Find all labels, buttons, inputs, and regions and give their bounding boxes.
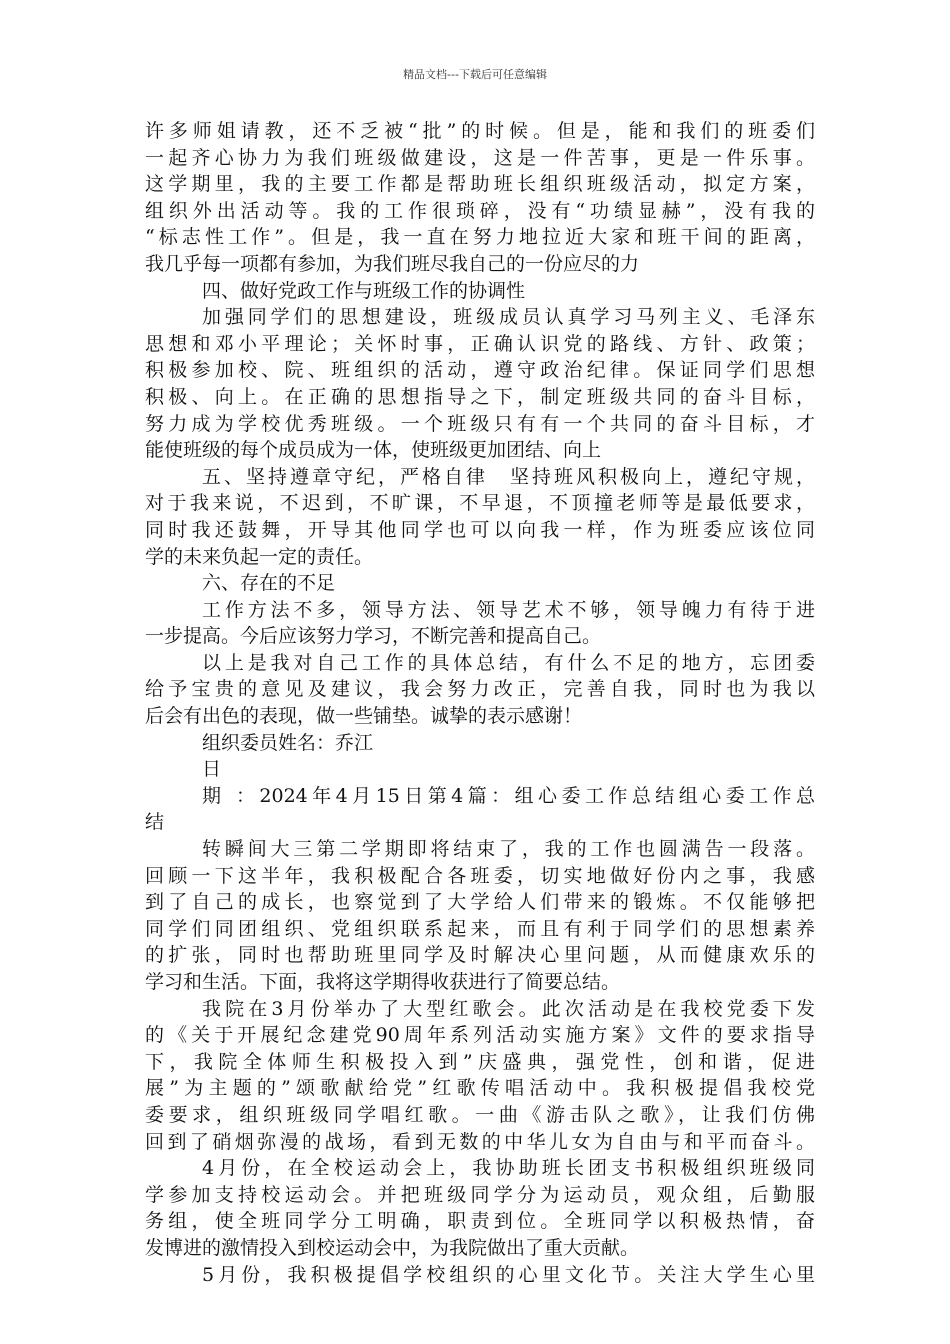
text-line: 这学期里，我的主要工作都是帮助班长组织班级活动，拟定方案， bbox=[145, 173, 815, 196]
text-line: 四、做好党政工作与班级工作的协调性 bbox=[202, 279, 526, 302]
text-line: 一步提高。今后应该努力学习，不断完善和提高自己。 bbox=[145, 625, 602, 648]
text-line: 的扩张，同时也帮助班里同学及时解决心里问题，从而健康欢乐的 bbox=[145, 944, 815, 967]
text-line: 我院在3月份举办了大型红歌会。此次活动是在我校党委下发 bbox=[202, 997, 815, 1020]
text-line: 同时我还鼓舞，开导其他同学也可以向我一样，作为班委应该位同 bbox=[145, 518, 815, 541]
text-line: 到了自己的成长，也察觉到了大学给人们带来的锻炼。不仅能够把 bbox=[145, 891, 815, 914]
text-line: 学的未来负起一定的责任。 bbox=[145, 545, 374, 568]
text-line: 回到了硝烟弥漫的战场，看到无数的中华儿女为自由与和平而奋斗。 bbox=[145, 1130, 815, 1153]
text-line: 六、存在的不足 bbox=[202, 572, 336, 595]
text-line: 许多师姐请教，还不乏被“批”的时候。但是，能和我们的班委们 bbox=[145, 120, 815, 142]
text-line: 委要求，组织班级同学唱红歌。一曲《游击队之歌》，让我们仿佛 bbox=[145, 1103, 815, 1126]
text-line: 五、坚持遵章守纪，严格自律 坚持班风积极向上，遵纪守规， bbox=[202, 465, 815, 488]
text-line: 务组，使全班同学分工明确，职责到位。全班同学以积极热情，奋 bbox=[145, 1210, 815, 1233]
text-line: 的《关于开展纪念建党90周年系列活动实施方案》文件的要求指导 bbox=[145, 1024, 815, 1047]
text-line: 能使班级的每个成员成为一体，使班级更加团结、向上 bbox=[145, 439, 602, 462]
text-line: 展”为主题的”颂歌献给党”红歌传唱活动中。我积极提倡我校党 bbox=[145, 1077, 815, 1100]
text-line: 积极参加校、院、班组织的活动，遵守政治纪律。保证同学们思想 bbox=[145, 359, 815, 382]
text-line: 学习和生活。下面，我将这学期得收获进行了简要总结。 bbox=[145, 971, 621, 993]
text-line: 5月份，我积极提倡学校组织的心里文化节。关注大学生心里 bbox=[202, 1263, 815, 1286]
text-line: 对于我来说，不迟到，不旷课，不早退，不顶撞老师等是最低要求， bbox=[145, 492, 815, 515]
text-line: 积极、向上。在正确的思想指导之下，制定班级共同的奋斗目标， bbox=[145, 385, 815, 408]
text-line: 一起齐心协力为我们班级做建设，这是一件苦事，更是一件乐事。 bbox=[145, 146, 815, 169]
text-line: 给予宝贵的意见及建议，我会努力改正，完善自我，同时也为我以 bbox=[145, 678, 815, 701]
text-line: 同学们同团组织、党组织联系起来，而且有利于同学们的思想素养 bbox=[145, 917, 815, 940]
text-line: 思想和邓小平理论；关怀时事，正确认识党的路线、方针、政策； bbox=[145, 332, 815, 355]
text-line: “标志性工作”。但是，我一直在努力地拉近大家和班干间的距离， bbox=[145, 226, 815, 249]
text-line: 日 bbox=[202, 758, 222, 781]
text-line: 发博进的激情投入到校运动会中，为我院做出了重大贡献。 bbox=[145, 1236, 640, 1259]
text-line: 工作方法不多，领导方法、领导艺术不够，领导魄力有待于进 bbox=[202, 598, 815, 621]
text-line: 组织外出活动等。我的工作很琐碎，没有“功绩显赫”，没有我的 bbox=[145, 199, 815, 222]
text-line: 后会有出色的表现，做一些铺垫。诚挚的表示感谢！ bbox=[145, 705, 583, 728]
text-line: 加强同学们的思想建设，班级成员认真学习马列主义、毛泽东 bbox=[202, 306, 815, 329]
text-line: 期 ：2024年4月15日第4篇：组心委工作总结组心委工作总 bbox=[202, 784, 815, 807]
text-line: 转瞬间大三第二学期即将结束了，我的工作也圆满告一段落。 bbox=[202, 838, 815, 861]
text-line: 4月份，在全校运动会上，我协助班长团支书积极组织班级同 bbox=[202, 1157, 815, 1180]
text-line: 努力成为学校优秀班级。一个班级只有有一个共同的奋斗目标，才 bbox=[145, 412, 815, 435]
text-line: 回顾一下这半年，我积极配合各班委，切实地做好份内之事，我感 bbox=[145, 864, 815, 887]
document-body bbox=[145, 118, 815, 1288]
text-line: 下，我院全体师生积极投入到”庆盛典，强党性，创和谐，促进 bbox=[145, 1050, 815, 1073]
page-header: 精品文档---下载后可任意编辑 bbox=[403, 68, 547, 81]
text-line: 以上是我对自己工作的具体总结，有什么不足的地方，忘团委 bbox=[202, 651, 815, 674]
text-line: 我几乎每一项都有参加，为我们班尽我自己的一份应尽的力 bbox=[145, 252, 640, 275]
text-line: 结 bbox=[145, 811, 165, 834]
text-line: 学参加支持校运动会。并把班级同学分为运动员，观众组，后勤服 bbox=[145, 1183, 815, 1206]
text-line: 组织委员姓名：乔江 bbox=[202, 731, 374, 754]
